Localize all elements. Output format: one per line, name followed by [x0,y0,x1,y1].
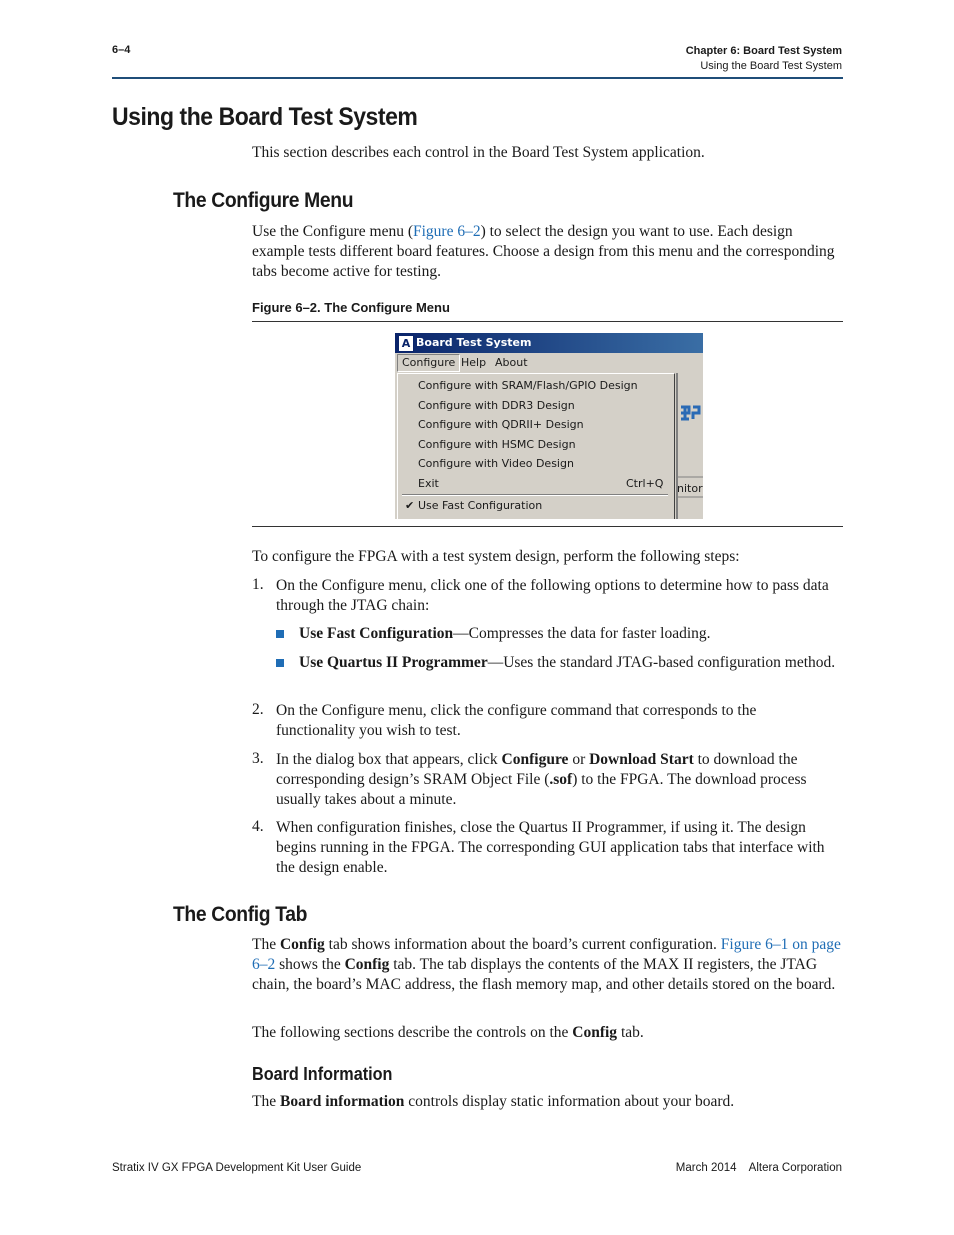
steps-intro: To configure the FPGA with a test system design, perform the following steps: [252,548,740,565]
footer-date-company: March 2014 Altera Corporation [675,1162,842,1174]
configure-menu-paragraph: Use the Configure menu (Figure 6–2) to select the design you want to use. Each design example tests different board features. Choose a design from this menu and the corresponding tabs become active for testing. [252,223,835,280]
menu-item-ddr3[interactable]: Configure with DDR3 Design [418,399,575,412]
bullet-icon [276,659,284,667]
window-titlebar [395,333,703,353]
figure-caption: Figure 6–2. The Configure Menu [252,300,450,315]
app-icon: A [398,335,414,352]
chapter-title: Chapter 6: Board Test System [685,45,842,57]
configure-menu-heading: The Configure Menu [173,189,354,212]
menu-item-sram[interactable]: Configure with SRAM/Flash/GPIO Design [418,379,638,392]
config-tab-paragraph-2: The following sections describe the controls on the Config tab. [252,1024,644,1041]
step-1: On the Configure menu, click one of the following options to determine how to pass data through the JTAG chain: [276,577,829,614]
exit-shortcut: Ctrl+Q [626,477,664,490]
step-2: On the Configure menu, click the configure command that corresponds to the functionality you wish to test. [276,702,757,739]
figure-top-rule [252,321,843,322]
board-information-paragraph: The Board information controls display static information about your board. [252,1093,735,1110]
step-number: 1. [252,576,264,593]
figure-6-1-link[interactable]: Figure 6–1 on page 6–2 [252,936,841,973]
menu-separator [402,494,668,496]
board-information-heading: Board Information [252,1064,393,1084]
step-4: When configuration finishes, close the Quartus II Programmer, if using it. The design begins running in the FPGA. The corresponding GUI application tabs that interface with the design enable. [276,819,825,876]
menu-item-video[interactable]: Configure with Video Design [418,457,574,470]
check-icon: ✔ [405,499,415,512]
menu-item-exit[interactable]: Exit [418,477,439,490]
page-number: 6–4 [112,44,131,56]
config-tab-heading: The Config Tab [173,903,308,926]
menu-configure[interactable]: Configure [397,354,460,372]
section-title: Using the Board Test System [700,60,842,72]
menu-about[interactable]: About [495,356,528,369]
step-number: 2. [252,701,264,718]
step-number: 4. [252,818,264,835]
configure-dropdown [397,373,675,519]
menu-item-fast-config[interactable]: Use Fast Configuration [418,499,543,512]
footer-doc-title: Stratix IV GX FPGA Development Kit User Guide [112,1162,362,1174]
background-window [673,373,703,519]
background-graphic [673,373,703,519]
bullet-quartus-programmer: Use Quartus II Programmer—Uses the standard JTAG-based configuration method. [299,654,836,671]
step-3: In the dialog box that appears, click Configure or Download Start to download the corresponding design’s SRAM Object File (.sof) to the FPGA. The download process usually takes about a minute. [276,751,807,808]
configure-menu-screenshot [395,333,703,519]
menu-help[interactable]: Help [461,356,487,369]
figure-bottom-rule [252,526,843,527]
figure-6-2-link[interactable]: Figure 6–2 [413,223,481,240]
config-tab-paragraph: The Config tab shows information about the board’s current configuration. Figure 6–1 on page 6–2 shows the Config tab. The tab displays the contents of the MAX II registers, the JTAG chain, the board’s MAC address, the flash memory map, and other details stored on the board. [252,936,841,993]
page-title: Using the Board Test System [112,103,418,131]
menubar [395,353,703,373]
header-rule [112,77,843,79]
bullet-fast-config: Use Fast Configuration—Compresses the data for faster loading. [299,625,711,642]
menu-item-hsmc[interactable]: Configure with HSMC Design [418,438,576,451]
step-number: 3. [252,750,264,767]
intro-paragraph: This section describes each control in the Board Test System application. [252,144,705,161]
running-header [686,44,842,74]
background-tab-label: nitor [677,482,703,495]
window-title: Board Test System [416,336,532,349]
menu-item-qdrii[interactable]: Configure with QDRII+ Design [418,418,584,431]
bullet-icon [276,630,284,638]
